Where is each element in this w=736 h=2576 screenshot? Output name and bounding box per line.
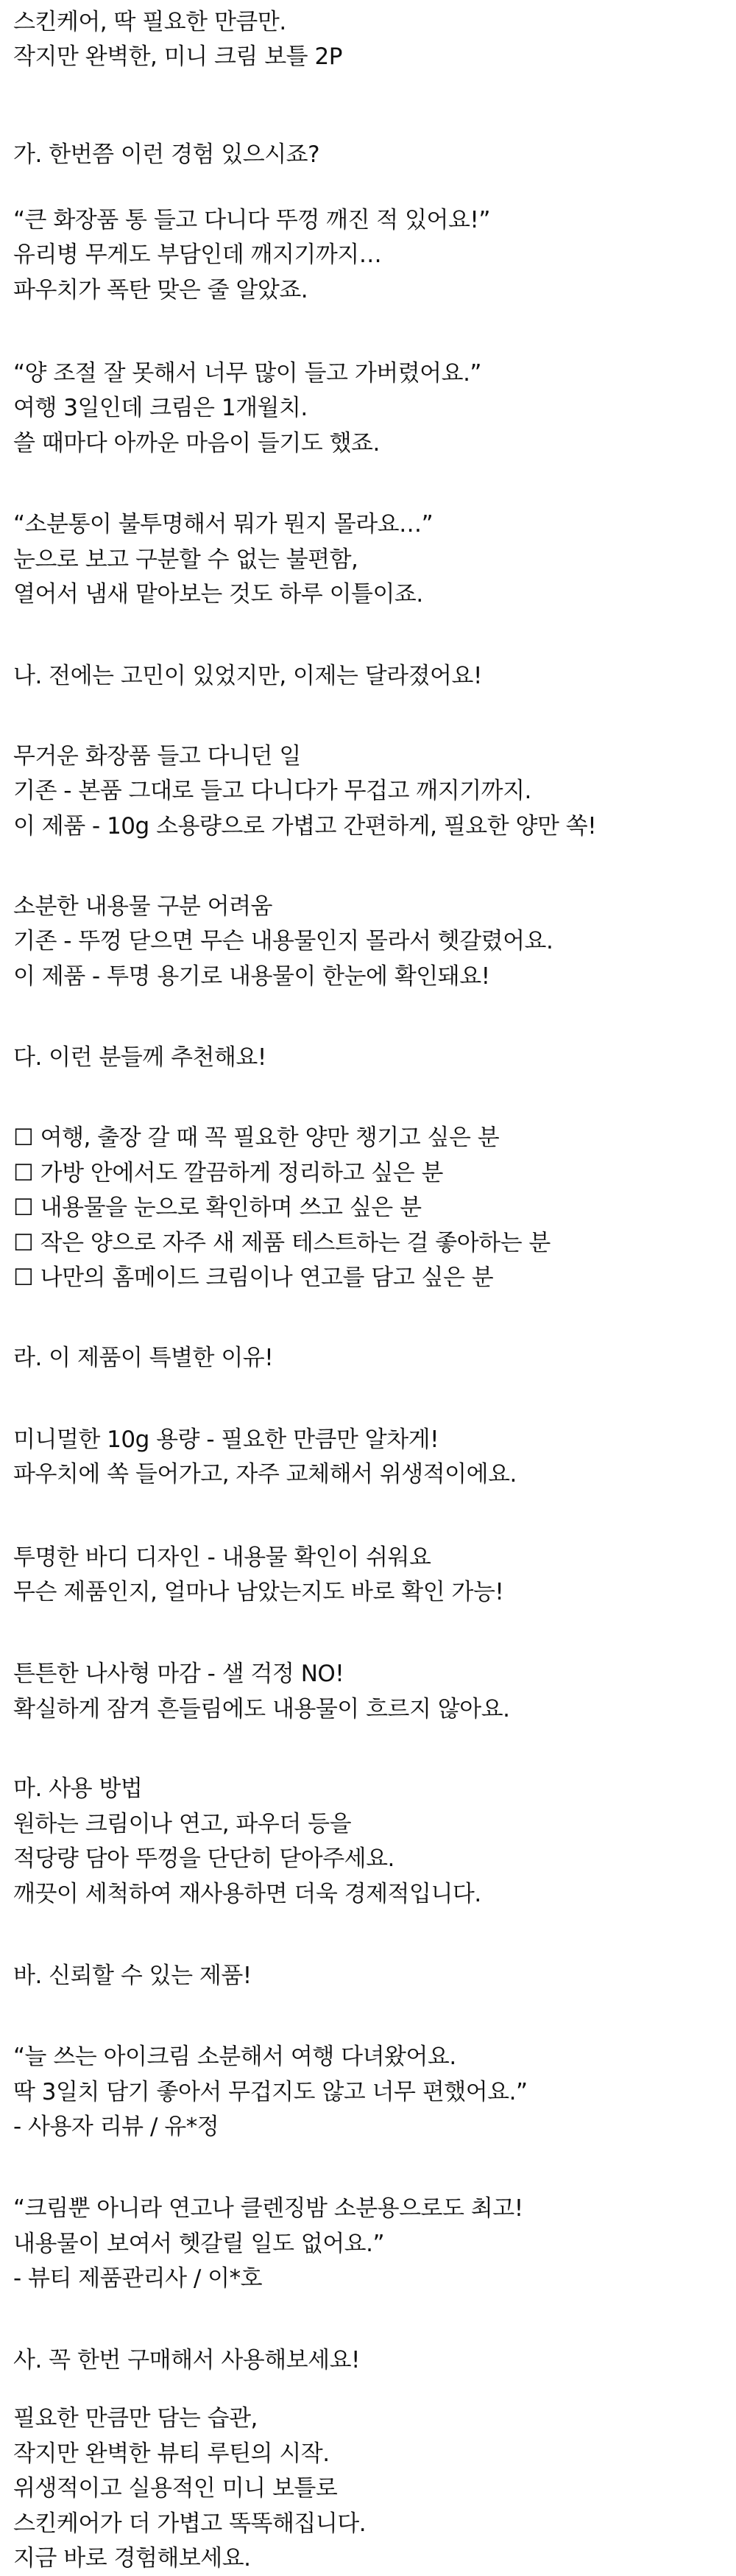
quote-2: “양 조절 잘 못해서 너무 많이 들고 가버렸어요.” [13, 360, 481, 387]
section-heading-ga: 가. 한번쯤 이런 경험 있으시죠? [13, 141, 320, 168]
quote-1-detail-1: 유리병 무게도 부담인데 깨지기까지… [13, 242, 382, 268]
problem-1-after: 이 제품 - 10g 소용량으로 가볍고 간편하게, 필요한 양만 쏙! [13, 813, 597, 840]
closing-line-3: 위생적이고 실용적인 미니 보틀로 [13, 2475, 338, 2502]
checklist-item: ☐ 여행, 출장 갈 때 꼭 필요한 양만 챙기고 싶은 분 [13, 1125, 500, 1151]
feature-2-detail: 무슨 제품인지, 얼마나 남았는지도 바로 확인 가능! [13, 1579, 504, 1605]
feature-2-title: 투명한 바디 디자인 - 내용물 확인이 쉬워요 [13, 1544, 431, 1571]
closing-line-2: 작지만 완벽한 뷰티 루틴의 시작. [13, 2440, 330, 2467]
review-2-author: - 뷰티 제품관리사 / 이*호 [13, 2265, 263, 2292]
review-1-line-2: 딱 3일치 담기 좋아서 무겁지도 않고 너무 편했어요.” [13, 2079, 528, 2105]
feature-1-detail: 파우치에 쏙 들어가고, 자주 교체해서 위생적이에요. [13, 1461, 517, 1488]
checklist-item: ☐ 나만의 홈메이드 크림이나 연고를 담고 싶은 분 [13, 1264, 494, 1291]
problem-2-title: 소분한 내용물 구분 어려움 [13, 893, 272, 920]
section-heading-da: 다. 이런 분들께 추천해요! [13, 1044, 266, 1071]
feature-3-title: 튼튼한 나사형 마감 - 샐 걱정 NO! [13, 1661, 344, 1687]
problem-2-after: 이 제품 - 투명 용기로 내용물이 한눈에 확인돼요! [13, 963, 490, 990]
quote-3-detail-1: 눈으로 보고 구분할 수 없는 불편함, [13, 546, 358, 573]
usage-line-2: 적당량 담아 뚜껑을 단단히 닫아주세요. [13, 1845, 394, 1872]
usage-line-1: 원하는 크림이나 연고, 파우더 등을 [13, 1811, 352, 1837]
closing-line-1: 필요한 만큼만 담는 습관, [13, 2405, 258, 2432]
section-heading-sa: 사. 꼭 한번 구매해서 사용해보세요! [13, 2347, 360, 2373]
feature-1-title: 미니멀한 10g 용량 - 필요한 만큼만 알차게! [13, 1426, 439, 1453]
quote-3-detail-2: 열어서 냄새 맡아보는 것도 하루 이틀이죠. [13, 581, 423, 608]
usage-line-3: 깨끗이 세척하여 재사용하면 더욱 경제적입니다. [13, 1881, 481, 1907]
closing-line-4: 스킨케어가 더 가볍고 똑똑해집니다. [13, 2510, 367, 2537]
problem-1-title: 무거운 화장품 들고 다니던 일 [13, 743, 301, 770]
review-1-author: - 사용자 리뷰 / 유*정 [13, 2114, 219, 2140]
review-2-line-2: 내용물이 보여서 헷갈릴 일도 없어요.” [13, 2231, 385, 2257]
problem-1-before: 기존 - 본품 그대로 들고 다니다가 무겁고 깨지기까지. [13, 778, 531, 804]
quote-2-detail-1: 여행 3일인데 크림은 1개월치. [13, 395, 308, 421]
intro-line-2: 작지만 완벽한, 미니 크림 보틀 2P [13, 43, 342, 70]
checklist-item: ☐ 내용물을 눈으로 확인하며 쓰고 싶은 분 [13, 1194, 422, 1221]
checklist-item: ☐ 작은 양으로 자주 새 제품 테스트하는 걸 좋아하는 분 [13, 1230, 551, 1256]
quote-1: “큰 화장품 통 들고 다니다 뚜껑 깨진 적 있어요!” [13, 207, 490, 233]
quote-1-detail-2: 파우치가 폭탄 맞은 줄 알았죠. [13, 277, 308, 303]
checklist-item: ☐ 가방 안에서도 깔끔하게 정리하고 싶은 분 [13, 1160, 443, 1186]
quote-2-detail-2: 쓸 때마다 아까운 마음이 들기도 했죠. [13, 430, 380, 457]
quote-3: “소분통이 불투명해서 뭐가 뭔지 몰라요…” [13, 511, 434, 538]
section-heading-ba: 바. 신뢰할 수 있는 제품! [13, 1963, 252, 1989]
closing-line-5: 지금 바로 경험해보세요. [13, 2545, 251, 2572]
intro-line-1: 스킨케어, 딱 필요한 만큼만. [13, 9, 286, 35]
section-heading-na: 나. 전에는 고민이 있었지만, 이제는 달라졌어요! [13, 663, 482, 689]
review-2-line-1: “크림뿐 아니라 연고나 클렌징밤 소분용으로도 최고! [13, 2195, 523, 2222]
section-heading-ma: 마. 사용 방법 [13, 1776, 143, 1802]
review-1-line-1: “늘 쓰는 아이크림 소분해서 여행 다녀왔어요. [13, 2044, 456, 2070]
feature-3-detail: 확실하게 잠겨 흔들림에도 내용물이 흐르지 않아요. [13, 1696, 510, 1722]
section-heading-ra: 라. 이 제품이 특별한 이유! [13, 1345, 274, 1371]
problem-2-before: 기존 - 뚜껑 닫으면 무슨 내용물인지 몰라서 헷갈렸어요. [13, 928, 553, 954]
